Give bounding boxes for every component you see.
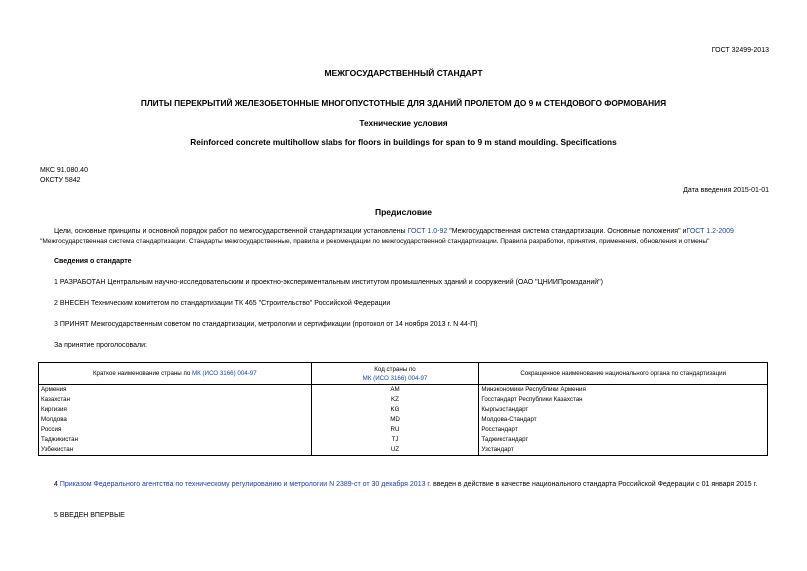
code-cell: AM — [311, 385, 479, 396]
body-cell: Минэкономики Республики Армения — [479, 385, 768, 396]
item-5: 5 ВВЕДЕН ВПЕРВЫЕ — [54, 512, 125, 519]
item-4-text: введен в действие в качестве национального стандарта Российской Федерации с 01 января 2015 г. — [431, 481, 758, 488]
table-row — [39, 445, 768, 456]
table-row — [39, 425, 768, 435]
order-2389-link[interactable]: Приказом Федерального агентства по техническому регулированию и метрологии N 2389-ст от 30 декабря 2013 г. — [59, 481, 432, 488]
title-ru: ПЛИТЫ ПЕРЕКРЫТИЙ ЖЕЛЕЗОБЕТОННЫЕ МНОГОПУСТОТНЫЕ ДЛЯ ЗДАНИЙ ПРОЛЕТОМ ДО 9 м СТЕНДОВОГО ФОРМОВАНИЯ — [140, 98, 667, 108]
mks-code: МКС 91.080.40 — [40, 167, 88, 174]
introduction-date: Дата введения 2015-01-01 — [683, 187, 769, 194]
preface-paragraph — [40, 227, 768, 247]
code-cell: TJ — [311, 435, 479, 445]
country-cell: Россия — [39, 425, 312, 435]
okstu-code: ОКСТУ 5842 — [40, 177, 81, 184]
document-code: ГОСТ 32499-2013 — [711, 47, 769, 54]
gost-1-0-92-link[interactable]: ГОСТ 1.0-92 — [407, 228, 448, 235]
body-cell: Кыргызстандарт — [479, 405, 768, 415]
preface-text-end: "Межгосударственная система стандартизации. Стандарты межгосударственные, правила и рекомендации по межгосударственной стандартизации. Правила разработки, принятия, применения, обновления и отмены" — [40, 238, 710, 245]
body-cell: Узстандарт — [479, 445, 768, 456]
body-cell: Таджикстандарт — [479, 435, 768, 445]
item-4-number: 4 — [54, 481, 60, 488]
item-3: 3 ПРИНЯТ Межгосударственным советом по стандартизации, метрологии и сертификации (протокол от 14 ноября 2013 г. N 44-П) — [54, 321, 478, 328]
country-cell: Казахстан — [39, 395, 312, 405]
item-4 — [40, 480, 768, 490]
vote-label: За принятие проголосовали: — [54, 342, 147, 349]
header-country-name: Краткое наименование страны по МК (ИСО 3166) 004-97 — [39, 363, 312, 385]
body-cell: Госстандарт Республики Казахстан — [479, 395, 768, 405]
gost-1-2-2009-link[interactable]: ГОСТ 1.2-2009 — [686, 228, 734, 235]
header-country-code: Код страны по МК (ИСО 3166) 004-97 — [311, 363, 479, 385]
table-row — [39, 415, 768, 425]
table-header-row — [39, 363, 768, 385]
voting-countries-table — [38, 362, 768, 456]
item-2: 2 ВНЕСЕН Техническим комитетом по стандартизации ТК 465 "Строительство" Российской Федерации — [54, 300, 391, 307]
code-cell: RU — [311, 425, 479, 435]
code-cell: KZ — [311, 395, 479, 405]
code-cell: UZ — [311, 445, 479, 456]
code-cell: MD — [311, 415, 479, 425]
body-cell: Росстандарт — [479, 425, 768, 435]
country-cell: Молдова — [39, 415, 312, 425]
mk-iso-link-header-1[interactable]: МК (ИСО 3166) 004-97 — [191, 370, 257, 377]
table-row — [39, 385, 768, 396]
header-national-body: Сокращенное наименование национального органа по стандартизации — [479, 363, 768, 385]
mk-iso-link-header-2[interactable]: МК (ИСО 3166) 004-97 — [362, 374, 428, 382]
table-row — [39, 405, 768, 415]
country-cell: Армения — [39, 385, 312, 396]
preface-text-start: Цели, основные принципы и основной порядок работ по межгосударственной стандартизации установлены — [54, 228, 408, 235]
preface-heading: Предисловие — [374, 207, 433, 217]
country-cell: Таджикистан — [39, 435, 312, 445]
standard-type: МЕЖГОСУДАРСТВЕННЫЙ СТАНДАРТ — [324, 68, 483, 78]
country-cell: Узбекистан — [39, 445, 312, 456]
item-1: 1 РАЗРАБОТАН Центральным научно-исследовательским и проектно-экспериментальным институтом промышленных зданий и сооружений (ОАО "ЦНИИПромзданий") — [54, 279, 603, 286]
table-row — [39, 395, 768, 405]
title-en: Reinforced concrete multihollow slabs for floors in buildings for span to 9 m stand moulding. Specifications — [190, 137, 617, 147]
body-cell: Молдова-Стандарт — [479, 415, 768, 425]
subtitle-ru: Технические условия — [359, 118, 448, 128]
code-cell: KG — [311, 405, 479, 415]
preface-text-mid: "Межгосударственная система стандартизации. Основные положения" и — [447, 228, 687, 235]
country-cell: Киргизия — [39, 405, 312, 415]
info-heading: Сведения о стандарте — [54, 258, 132, 265]
table-row — [39, 435, 768, 445]
